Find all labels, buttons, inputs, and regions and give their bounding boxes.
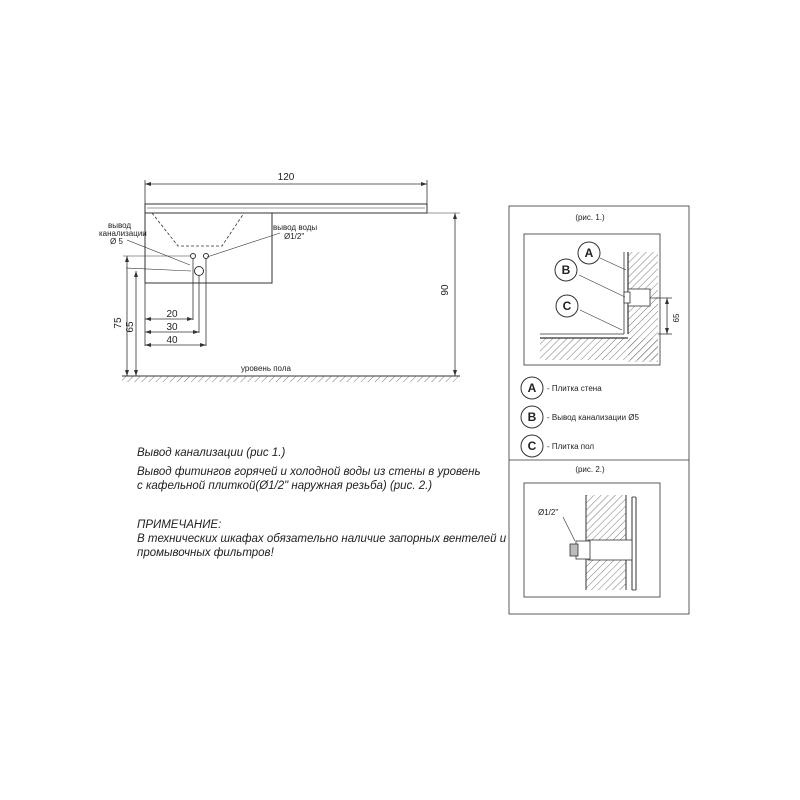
- note-text-line2: промывочных фильтров!: [137, 547, 274, 559]
- fig1-drain-pipe: [628, 289, 650, 306]
- main-elevation-view: [122, 180, 460, 382]
- dimension-65-label: 65: [125, 321, 136, 333]
- drain-label-line1: вывод: [108, 221, 132, 230]
- cabinet-body: [145, 213, 272, 283]
- fig1-marker-b-label: B: [561, 263, 571, 277]
- legend-marker-a-label: A: [527, 381, 537, 395]
- fig2-detail: [524, 483, 660, 597]
- fig1-marker-c-label: C: [562, 299, 572, 313]
- drain-label-line3: Ø 5: [110, 237, 123, 246]
- fig1-marker-a-label: A: [584, 246, 594, 260]
- note-fittings-line1: Вывод фитингов горячей и холодной воды из стены в уровень: [137, 466, 481, 478]
- fig2-fitting-pipe: [588, 540, 632, 560]
- legend-text-c: - Плитка пол: [547, 442, 595, 451]
- basin-outline: [152, 213, 244, 246]
- water-label-line1: вывод воды: [273, 223, 318, 232]
- dimension-75-label: 75: [113, 317, 124, 329]
- fig2-thread-label: Ø1/2": [538, 508, 559, 517]
- dimension-30-label: 30: [166, 322, 178, 333]
- note-drain: Вывод канализации (рис 1.): [137, 447, 286, 459]
- dimension-20-label: 20: [166, 309, 178, 320]
- countertop: [145, 204, 427, 213]
- legend-marker-b-label: B: [527, 410, 537, 424]
- note-title: ПРИМЕЧАНИЕ:: [137, 519, 222, 531]
- floor-label: уровень пола: [241, 364, 291, 373]
- water-outlet-right: [204, 254, 209, 259]
- fig1-dimension-65-label: 65: [672, 313, 681, 323]
- fig2-caption: (рис. 2.): [575, 465, 605, 474]
- fig2-thread: [570, 544, 578, 556]
- width-dimension-label: 120: [277, 172, 295, 183]
- legend-marker-c-label: C: [527, 439, 537, 453]
- water-outlet-left: [191, 254, 196, 259]
- drain-outlet: [195, 267, 204, 276]
- drain-label-line2: канализации: [99, 229, 147, 238]
- dimension-40-label: 40: [166, 335, 178, 346]
- height-dimension-label: 90: [440, 284, 451, 296]
- legend-text-b: - Вывод канализации Ø5: [547, 413, 639, 422]
- legend-text-a: - Плитка стена: [547, 384, 602, 393]
- note-text-line1: В технических шкафах обязательно наличие запорных вентелей и: [137, 533, 507, 545]
- note-fittings-line2: с кафельной плиткой(Ø1/2" наружная резьба) (рис. 2.): [137, 480, 433, 492]
- fig1-caption: (рис. 1.): [575, 213, 605, 222]
- water-label-line2: Ø1/2": [284, 232, 305, 241]
